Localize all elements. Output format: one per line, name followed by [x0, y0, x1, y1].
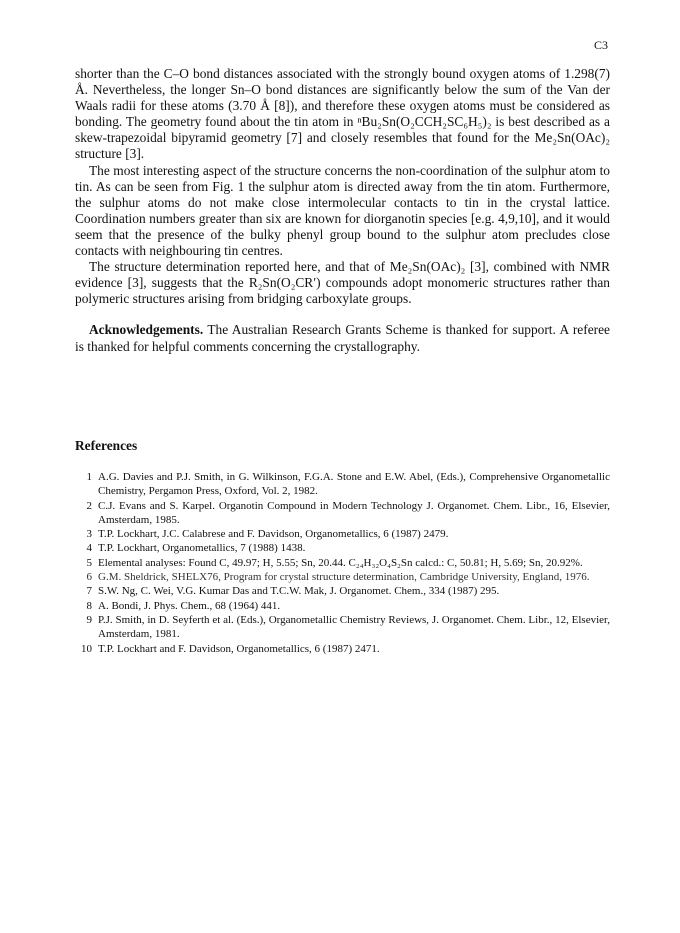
reference-item: [75, 642, 610, 656]
reference-text: A.G. Davies and P.J. Smith, in G. Wilkinson, F.G.A. Stone and E.W. Abel, (Eds.), Comprehensive Organometallic Chemistry, Pergamon Press, Oxford, Vol. 2, 1982.: [98, 471, 610, 498]
paragraph-3: The structure determination reported here, and that of Me₂Sn(OAc)₂ [3], combined with NMR evidence [3], suggests that the R₂Sn(O₂CR′) compounds adopt monomeric structures rather than polymeric structures arising from bridging carboxylate groups.: [75, 259, 610, 307]
reference-number: 9: [86, 613, 92, 626]
reference-text: G.M. Sheldrick, SHELX76, Program for crystal structure determination, Cambridge University, England, 1976.: [98, 571, 590, 584]
reference-item: [75, 599, 610, 613]
acknowledgements-heading: Acknowledgements.: [89, 322, 204, 338]
reference-number: 6: [86, 571, 92, 584]
reference-text: T.P. Lockhart and F. Davidson, Organometallics, 6 (1987) 2471.: [98, 642, 380, 655]
references-heading: References: [75, 438, 138, 453]
reference-number: 5: [86, 556, 92, 569]
reference-text: S.W. Ng, C. Wei, V.G. Kumar Das and T.C.W. Mak, J. Organomet. Chem., 334 (1987) 295.: [98, 585, 500, 598]
reference-number: 2: [86, 499, 92, 512]
reference-item: [75, 613, 610, 642]
paragraph-1: shorter than the C–O bond distances associated with the strongly bound oxygen atoms of 1.298(7) Å. Nevertheless, the longer Sn–O bond distances are significantly below the sum of the Van der Waals radii for these atoms (3.70 Å [8]), and therefore these oxygen atoms must be considered as bonding. The geometry found about the tin atom in ⁿBu₂Sn(O₂CCH₂SC₆H₅)₂ is best described as a skew-trapezoidal bipyramid geometry [7] and closely resembles that found for the Me₂Sn(OAc)₂ structure [3].: [75, 66, 610, 162]
reference-number: 1: [86, 471, 92, 483]
body-text: [75, 66, 610, 355]
reference-text: T.P. Lockhart, J.C. Calabrese and F. Davidson, Organometallics, 6 (1987) 2479.: [98, 528, 449, 541]
acknowledgements-text: The Australian Research Grants Scheme is thanked for support. A referee is thanked for helpful comments concerning the crystallography.: [75, 322, 610, 354]
reference-item: [75, 584, 610, 598]
reference-number: 8: [86, 599, 92, 612]
reference-text: P.J. Smith, in D. Seyferth et al. (Eds.), Organometallic Chemistry Reviews, J. Organomet. Chem. Libr., 12, Elsevier, Amsterdam, 1981.: [98, 613, 610, 641]
reference-item: [75, 470, 610, 499]
reference-text: Elemental analyses: Found C, 49.97; H, 5.55; Sn, 20.44. C₂₄H₃₂O₄S₂Sn calcd.: C, 50.81; H, 5.69; Sn, 20.92%.: [98, 556, 583, 569]
reference-text: T.P. Lockhart, Organometallics, 7 (1988) 1438.: [98, 542, 306, 555]
reference-item: [75, 570, 610, 584]
paragraph-2: The most interesting aspect of the structure concerns the non-coordination of the sulphur atom to tin. As can be seen from Fig. 1 the sulphur atom is directed away from the tin atom. Furthermore, the sulphur atoms do not make close intermolecular contacts to tin in the crystal lattice. Coordination numbers greater than six are known for diorganotin species [e.g. 4,9,10], and it would seem that the presence of the bulky phenyl group bound to the sulphur atom precludes close contacts with neighbouring tin centres.: [75, 162, 610, 259]
reference-number: 7: [86, 585, 92, 598]
reference-text: A. Bondi, J. Phys. Chem., 68 (1964) 441.: [98, 599, 281, 612]
reference-item: [75, 499, 610, 528]
acknowledgements: [75, 322, 610, 354]
reference-item: [75, 556, 610, 570]
reference-item: [75, 541, 610, 555]
reference-number: 4: [86, 542, 92, 555]
reference-item: [75, 527, 610, 541]
reference-number: 10: [81, 642, 92, 655]
references-list: [75, 470, 610, 656]
reference-text: C.J. Evans and S. Karpel. Organotin Compound in Modern Technology J. Organomet. Chem. Libr., 16, Elsevier, Amsterdam, 1985.: [98, 499, 610, 526]
reference-number: 3: [86, 528, 92, 541]
page-number: C3: [594, 38, 609, 52]
